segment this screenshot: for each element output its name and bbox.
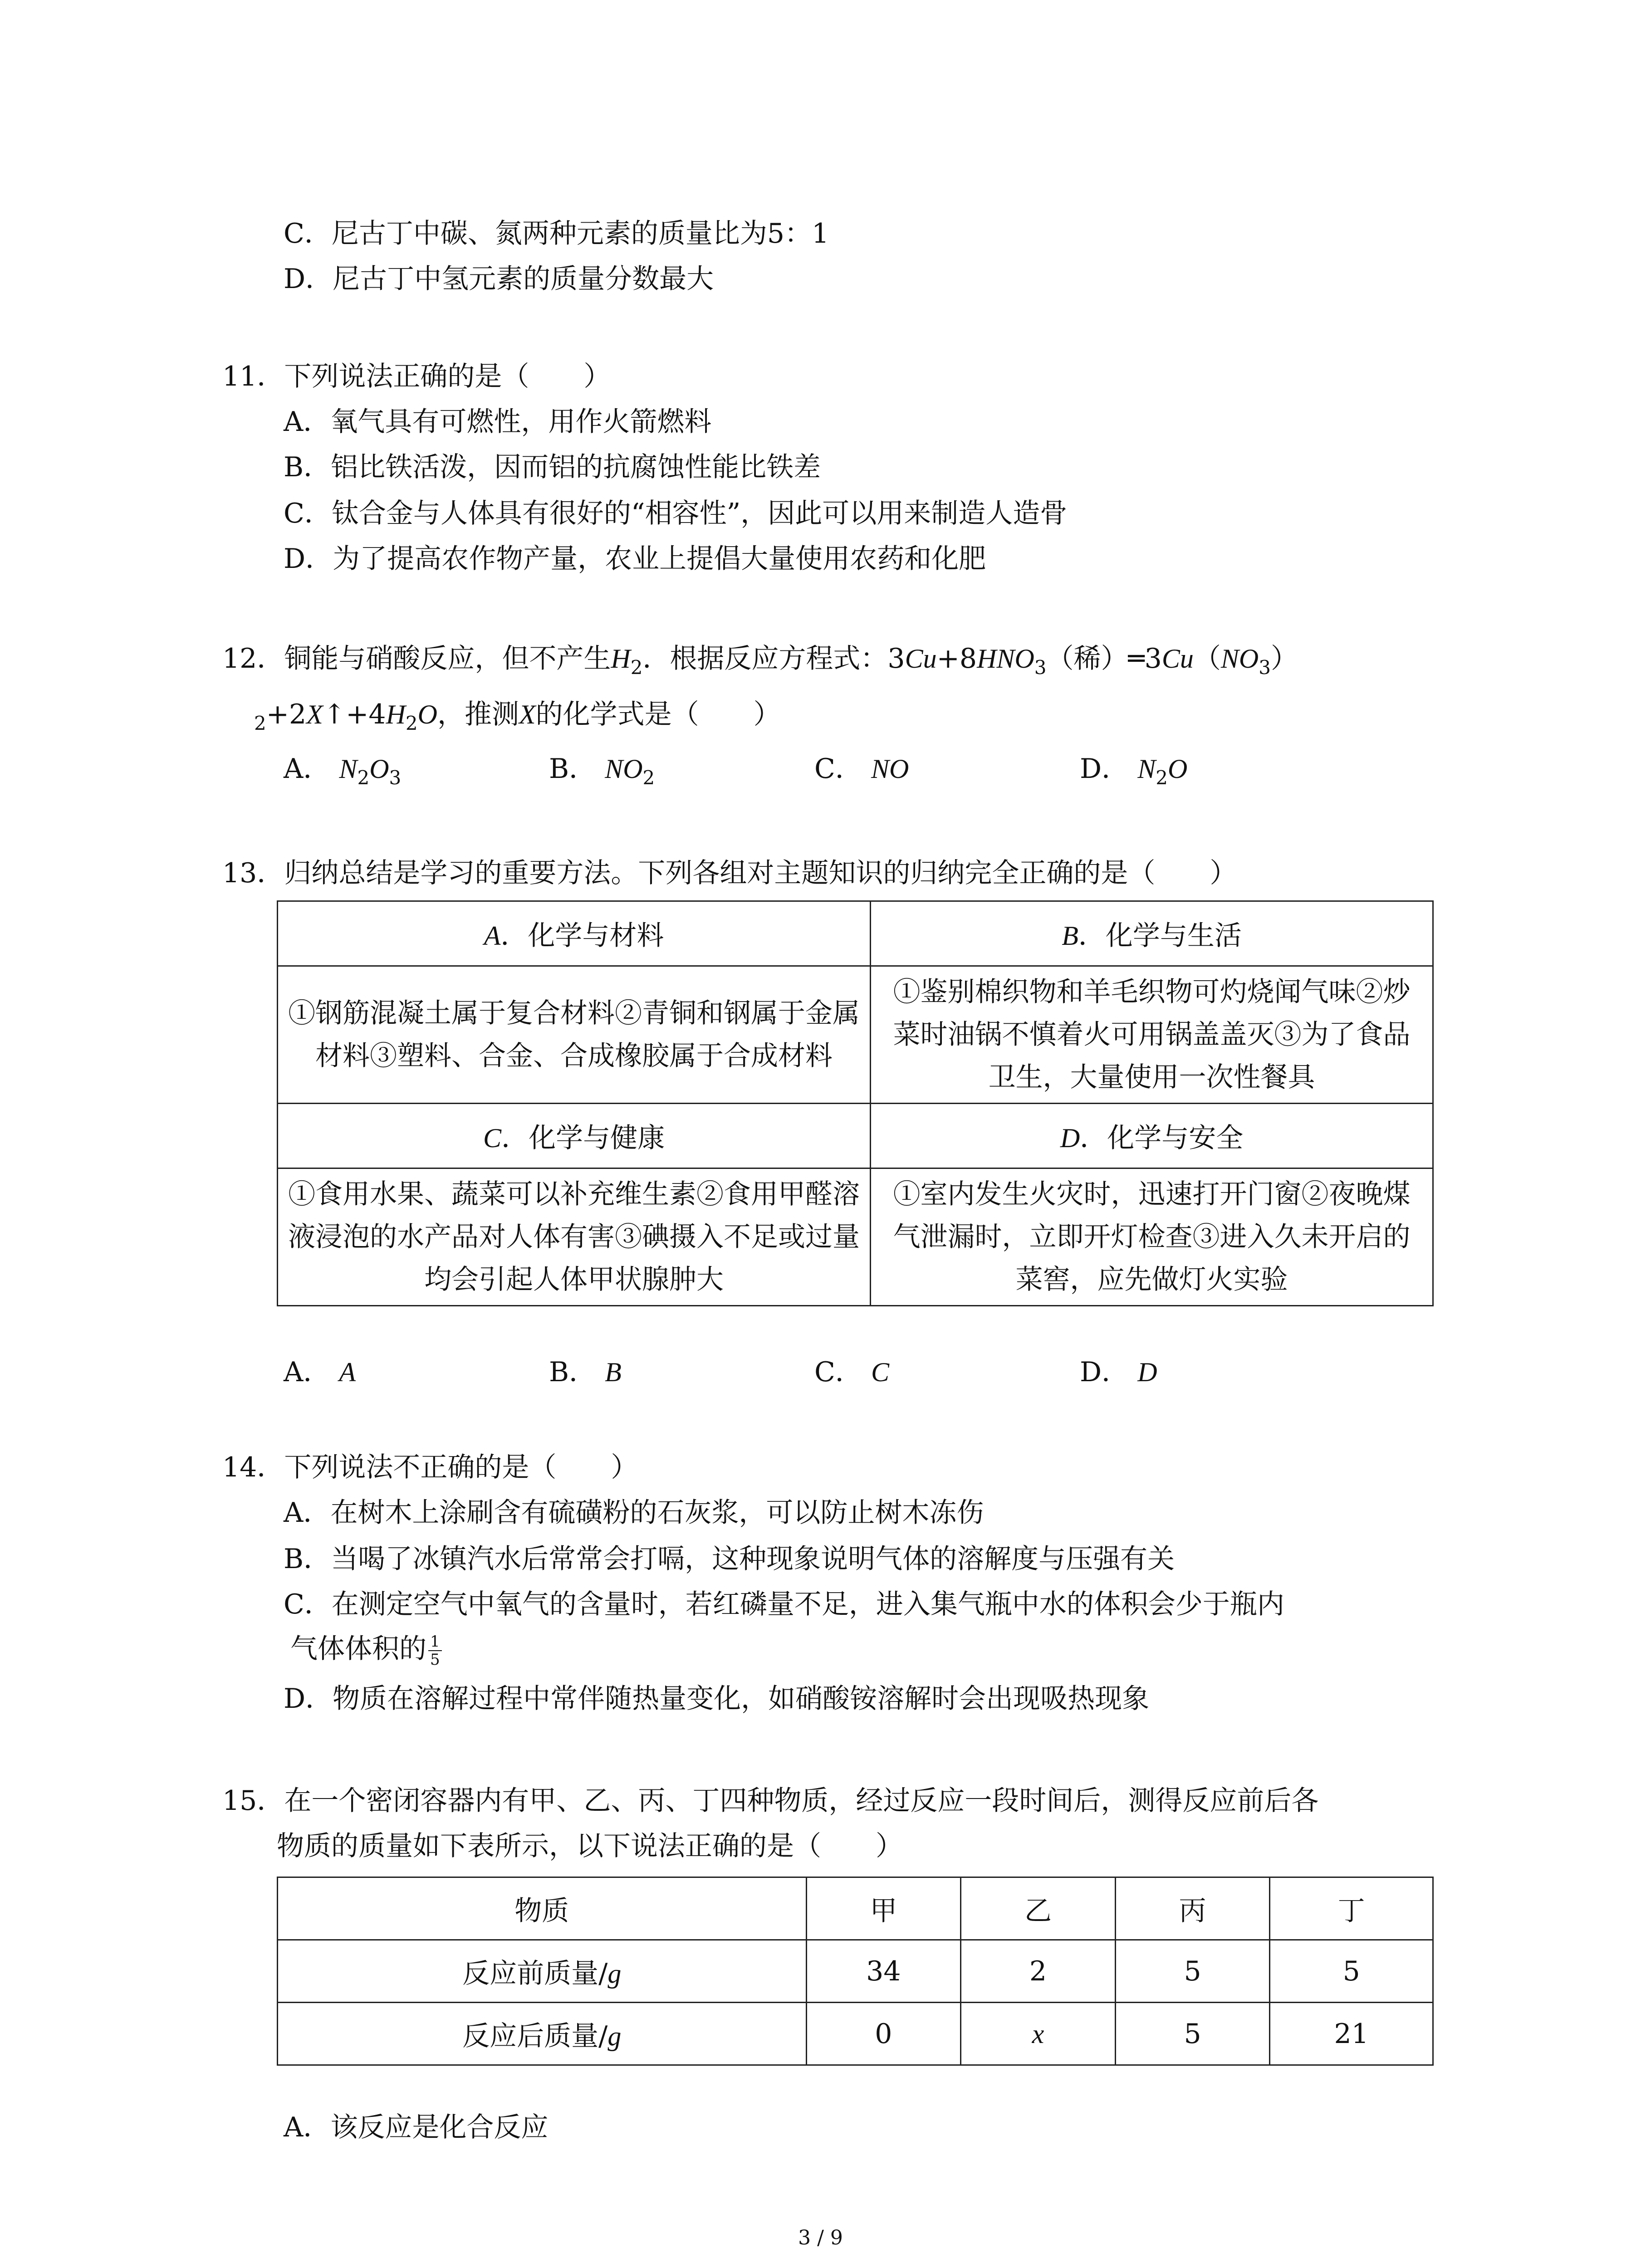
- q15-table: [277, 1877, 1434, 2066]
- q12-option-c: C． NO: [814, 753, 909, 785]
- q13-option-a: A． A: [284, 1356, 356, 1388]
- table-row: [278, 2003, 1433, 2065]
- q12-stem-line2: $_2+2X↑+4H_2O$，推测X的化学式是（ ）: [254, 699, 781, 734]
- q12-option-d: D． $N_2O$: [1080, 753, 1188, 789]
- row-label: 反应后质量/g: [278, 2003, 807, 2065]
- q14-stem: 14．下列说法不正确的是（ ）: [222, 1452, 638, 1483]
- q13-header-d: D．化学与安全: [871, 1104, 1433, 1168]
- q15-option-a: A．该反应是化合反应: [284, 2112, 549, 2143]
- table-cell: 5: [1115, 2003, 1270, 2065]
- q14-option-b: B．当喝了冰镇汽水后常常会打嗝，这种现象说明气体的溶解度与压强有关: [284, 1543, 1175, 1575]
- q13-header-a: A．化学与材料: [278, 901, 871, 966]
- q10-option-d: D．尼古丁中氢元素的质量分数最大: [284, 263, 714, 295]
- q14-option-d: D．物质在溶解过程中常伴随热量变化，如硝酸铵溶解时会出现吸热现象: [284, 1683, 1150, 1715]
- q13-option-c: C． C: [814, 1356, 890, 1388]
- table-cell: 0: [806, 2003, 961, 2065]
- q13-cell-d: ①室内发生火灾时，迅速打开门窗②夜晚煤气泄漏时，立即开灯检查③进入久未开启的菜窖，应先做灯火实验: [871, 1168, 1433, 1306]
- table-cell: 34: [806, 1940, 961, 2003]
- fraction: $\frac{1}{5}$: [428, 1633, 442, 1668]
- header-cell: 乙: [961, 1877, 1116, 1940]
- table-header-row: [278, 1877, 1433, 1940]
- header-cell: 丙: [1115, 1877, 1270, 1940]
- q12-option-b: B． $NO_2$: [549, 753, 655, 789]
- q13-header-b: B．化学与生活: [871, 901, 1433, 966]
- q13-cell-c: ①食用水果、蔬菜可以补充维生素②食用甲醛溶液浸泡的水产品对人体有害③碘摄入不足或过量均会引起人体甲状腺肿大: [278, 1168, 871, 1306]
- q15-stem-line1: 15．在一个密闭容器内有甲、乙、丙、丁四种物质，经过反应一段时间后，测得反应前后各: [222, 1785, 1319, 1817]
- q14-option-c-line2: 气体体积的 $\frac{1}{5}$: [290, 1631, 442, 1668]
- q13-option-b: B． B: [549, 1356, 622, 1388]
- q11-option-d: D．为了提高农作物产量，农业上提倡大量使用农药和化肥: [284, 543, 986, 575]
- q13-option-d: D． D: [1080, 1356, 1157, 1388]
- q13-cell-a: ①钢筋混凝土属于复合材料②青铜和钢属于金属材料③塑料、合金、合成橡胶属于合成材料: [278, 966, 871, 1104]
- table-cell: 5: [1270, 1940, 1433, 2003]
- header-cell: 物质: [278, 1877, 807, 1940]
- q11-option-b: B．铝比铁活泼，因而铝的抗腐蚀性能比铁差: [284, 451, 821, 483]
- q14-option-c-line1: C．在测定空气中氧气的含量时，若红磷量不足，进入集气瓶中水的体积会少于瓶内: [284, 1589, 1284, 1620]
- page-number: 3 / 9: [798, 2226, 843, 2249]
- table-cell: 21: [1270, 2003, 1433, 2065]
- q12-stem-line1: 12．铜能与硝酸反应，但不产生$H_2$．根据反应方程式：$3Cu+8HNO_3$（稀）$═3Cu(NO_3)$: [222, 643, 1298, 679]
- table-row: [278, 1940, 1433, 2003]
- table-cell: 5: [1115, 1940, 1270, 2003]
- q11-option-a: A．氧气具有可燃性，用作火箭燃料: [284, 406, 712, 438]
- row-label: 反应前质量/g: [278, 1940, 807, 2003]
- q13-header-c: C．化学与健康: [278, 1104, 871, 1168]
- q11-stem: 11．下列说法正确的是（ ）: [222, 361, 611, 392]
- q13-stem: 13．归纳总结是学习的重要方法。下列各组对主题知识的归纳完全正确的是（ ）: [222, 857, 1237, 889]
- table-cell: x: [961, 2003, 1116, 2065]
- table-cell: 2: [961, 1940, 1116, 2003]
- q12-option-a: A． $N_2O_3$: [284, 753, 402, 789]
- q13-table: [277, 900, 1434, 1306]
- q11-option-c: C．钛合金与人体具有很好的“相容性”，因此可以用来制造人造骨: [284, 498, 1068, 529]
- q10-option-c: C．尼古丁中碳、氮两种元素的质量比为5：1: [284, 218, 829, 249]
- header-cell: 甲: [806, 1877, 961, 1940]
- header-cell: 丁: [1270, 1877, 1433, 1940]
- q13-cell-b: ①鉴别棉织物和羊毛织物可灼烧闻气味②炒菜时油锅不慎着火可用锅盖盖灭③为了食品卫生，大量使用一次性餐具: [871, 966, 1433, 1104]
- q15-stem-line2: 物质的质量如下表所示，以下说法正确的是（ ）: [277, 1830, 903, 1862]
- q14-option-a: A．在树木上涂刷含有硫磺粉的石灰浆，可以防止树木冻伤: [284, 1497, 984, 1529]
